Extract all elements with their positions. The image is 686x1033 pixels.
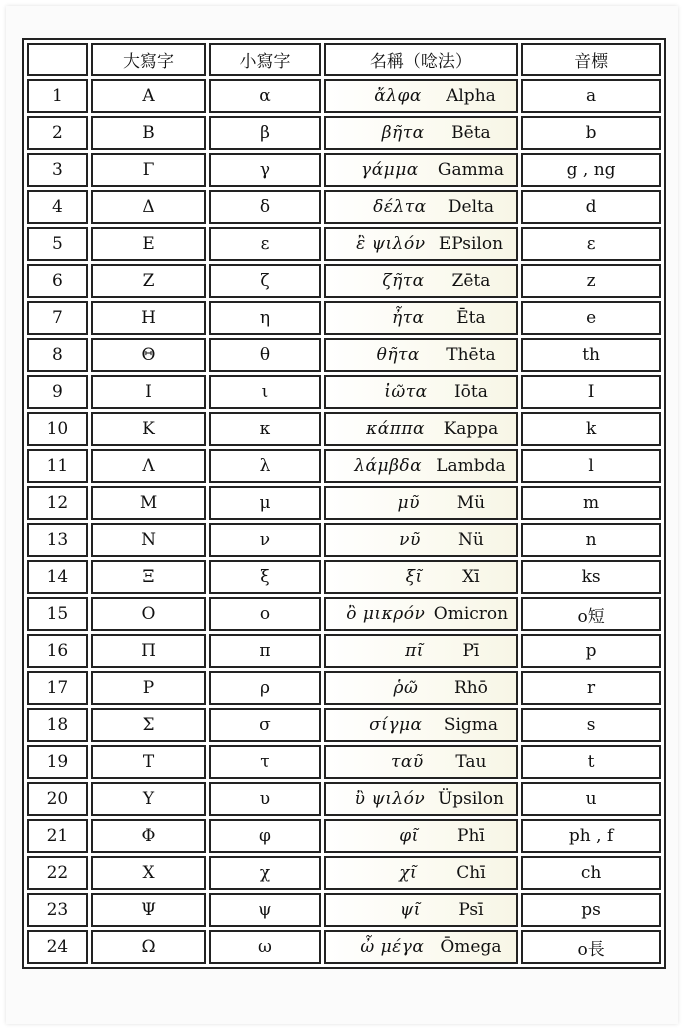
table-row — [27, 227, 661, 261]
uppercase-letter: Ψ — [91, 893, 206, 927]
letter-name — [324, 745, 519, 779]
table-row — [27, 449, 661, 483]
latin-name: Alpha — [446, 86, 496, 106]
row-number: 5 — [27, 227, 88, 261]
row-number: 18 — [27, 708, 88, 742]
uppercase-letter: Λ — [91, 449, 206, 483]
phonetic-sound: I — [521, 375, 661, 409]
lowercase-letter: θ — [209, 338, 320, 372]
uppercase-letter: Π — [91, 634, 206, 668]
lowercase-letter: τ — [209, 745, 320, 779]
table-row — [27, 523, 661, 557]
latin-name: EPsilon — [438, 234, 504, 254]
uppercase-letter: Φ — [91, 819, 206, 853]
latin-name: Zēta — [451, 271, 491, 291]
phonetic-sound: ph , f — [521, 819, 661, 853]
uppercase-letter: Ω — [91, 930, 206, 964]
letter-name — [324, 856, 519, 890]
greek-name: δέλτα — [373, 197, 427, 217]
header-uppercase: 大寫字 — [91, 43, 206, 76]
uppercase-letter: Μ — [91, 486, 206, 520]
table-row — [27, 338, 661, 372]
latin-name: Tau — [455, 752, 487, 772]
row-number: 9 — [27, 375, 88, 409]
table-row — [27, 79, 661, 113]
lowercase-letter: φ — [209, 819, 320, 853]
phonetic-sound: ps — [521, 893, 661, 927]
row-number: 14 — [27, 560, 88, 594]
letter-name — [324, 264, 519, 298]
phonetic-sound: ε — [521, 227, 661, 261]
letter-name — [324, 412, 519, 446]
letter-name — [324, 708, 519, 742]
header-number — [27, 43, 88, 76]
greek-name: ὦ μέγα — [360, 937, 425, 957]
uppercase-letter: Τ — [91, 745, 206, 779]
uppercase-letter: Ξ — [91, 560, 206, 594]
latin-name: Nü — [458, 530, 484, 550]
greek-name: ψῖ — [399, 900, 421, 920]
uppercase-letter: Α — [91, 79, 206, 113]
table-row — [27, 856, 661, 890]
lowercase-letter: χ — [209, 856, 320, 890]
letter-name — [324, 560, 519, 594]
latin-name: Psī — [458, 900, 484, 920]
row-number: 3 — [27, 153, 88, 187]
latin-name: Lambda — [436, 456, 506, 476]
latin-name: Thēta — [446, 345, 496, 365]
greek-name: ὂ μικρόν — [346, 604, 426, 624]
row-number: 24 — [27, 930, 88, 964]
phonetic-sound: l — [521, 449, 661, 483]
row-number: 20 — [27, 782, 88, 816]
latin-name: Bēta — [451, 123, 491, 143]
lowercase-letter: ρ — [209, 671, 320, 705]
phonetic-sound: ks — [521, 560, 661, 594]
table-row — [27, 153, 661, 187]
phonetic-sound: m — [521, 486, 661, 520]
table-row — [27, 930, 661, 964]
phonetic-sound: s — [521, 708, 661, 742]
greek-name: ὒ ψιλόν — [354, 789, 426, 809]
header-sound: 音標 — [521, 43, 661, 76]
greek-name: ἄλφα — [374, 86, 422, 106]
letter-name — [324, 486, 519, 520]
greek-name: λάμβδα — [354, 456, 423, 476]
greek-name: θῆτα — [376, 345, 420, 365]
letter-name — [324, 116, 519, 150]
uppercase-letter: Η — [91, 301, 206, 335]
phonetic-sound: o短 — [521, 597, 661, 631]
table-row — [27, 486, 661, 520]
greek-name: βῆτα — [381, 123, 425, 143]
greek-name: σίγμα — [369, 715, 423, 735]
table-row — [27, 597, 661, 631]
greek-name: γάμμα — [361, 160, 419, 180]
row-number: 4 — [27, 190, 88, 224]
table-body — [27, 79, 661, 964]
greek-name: κάππα — [366, 419, 426, 439]
greek-name: ἰῶτα — [384, 382, 428, 402]
table-row — [27, 560, 661, 594]
phonetic-sound: r — [521, 671, 661, 705]
table-row — [27, 412, 661, 446]
lowercase-letter: υ — [209, 782, 320, 816]
phonetic-sound: e — [521, 301, 661, 335]
lowercase-letter: α — [209, 79, 320, 113]
uppercase-letter: Κ — [91, 412, 206, 446]
header-lowercase: 小寫字 — [209, 43, 320, 76]
latin-name: Rhō — [453, 678, 488, 698]
phonetic-sound: o長 — [521, 930, 661, 964]
phonetic-sound: n — [521, 523, 661, 557]
letter-name — [324, 634, 519, 668]
lowercase-letter: π — [209, 634, 320, 668]
table-row — [27, 745, 661, 779]
greek-name: ἦτα — [391, 308, 425, 328]
uppercase-letter: Χ — [91, 856, 206, 890]
lowercase-letter: γ — [209, 153, 320, 187]
uppercase-letter: Β — [91, 116, 206, 150]
letter-name — [324, 227, 519, 261]
letter-name — [324, 153, 519, 187]
phonetic-sound: b — [521, 116, 661, 150]
phonetic-sound: t — [521, 745, 661, 779]
lowercase-letter: ν — [209, 523, 320, 557]
greek-name: ταῦ — [391, 752, 424, 772]
lowercase-letter: ζ — [209, 264, 320, 298]
row-number: 23 — [27, 893, 88, 927]
row-number: 8 — [27, 338, 88, 372]
latin-name: Üpsilon — [437, 789, 504, 809]
uppercase-letter: Ν — [91, 523, 206, 557]
row-number: 11 — [27, 449, 88, 483]
phonetic-sound: g , ng — [521, 153, 661, 187]
row-number: 16 — [27, 634, 88, 668]
row-number: 15 — [27, 597, 88, 631]
row-number: 6 — [27, 264, 88, 298]
letter-name — [324, 819, 519, 853]
uppercase-letter: Γ — [91, 153, 206, 187]
lowercase-letter: μ — [209, 486, 320, 520]
row-number: 1 — [27, 79, 88, 113]
table-row — [27, 375, 661, 409]
letter-name — [324, 301, 519, 335]
phonetic-sound: d — [521, 190, 661, 224]
row-number: 2 — [27, 116, 88, 150]
table-row — [27, 819, 661, 853]
lowercase-letter: ι — [209, 375, 320, 409]
uppercase-letter: Υ — [91, 782, 206, 816]
greek-name: ῥῶ — [393, 678, 419, 698]
table-row — [27, 782, 661, 816]
letter-name — [324, 375, 519, 409]
uppercase-letter: Σ — [91, 708, 206, 742]
lowercase-letter: σ — [209, 708, 320, 742]
table-row — [27, 301, 661, 335]
table-row — [27, 264, 661, 298]
lowercase-letter: ε — [209, 227, 320, 261]
lowercase-letter: ξ — [209, 560, 320, 594]
row-number: 21 — [27, 819, 88, 853]
header-name: 名稱（唸法） — [324, 43, 519, 76]
latin-name: Phī — [457, 826, 485, 846]
latin-name: Ēta — [456, 308, 486, 328]
table-row — [27, 190, 661, 224]
latin-name: Chī — [456, 863, 486, 883]
uppercase-letter: Ι — [91, 375, 206, 409]
phonetic-sound: z — [521, 264, 661, 298]
lowercase-letter: λ — [209, 449, 320, 483]
greek-name: ζῆτα — [382, 271, 425, 291]
lowercase-letter: β — [209, 116, 320, 150]
lowercase-letter: ω — [209, 930, 320, 964]
row-number: 13 — [27, 523, 88, 557]
greek-name: ξῖ — [405, 567, 423, 587]
uppercase-letter: Ρ — [91, 671, 206, 705]
letter-name — [324, 449, 519, 483]
letter-name — [324, 782, 519, 816]
greek-name: χῖ — [399, 863, 418, 883]
phonetic-sound: p — [521, 634, 661, 668]
latin-name: Iōta — [453, 382, 488, 402]
letter-name — [324, 338, 519, 372]
lowercase-letter: κ — [209, 412, 320, 446]
letter-name — [324, 79, 519, 113]
table-row — [27, 708, 661, 742]
letter-name — [324, 671, 519, 705]
latin-name: Delta — [447, 197, 494, 217]
phonetic-sound: k — [521, 412, 661, 446]
uppercase-letter: Θ — [91, 338, 206, 372]
uppercase-letter: Ο — [91, 597, 206, 631]
table-row — [27, 893, 661, 927]
latin-name: Mü — [456, 493, 486, 513]
greek-name: νῦ — [399, 530, 421, 550]
header-row — [27, 43, 661, 76]
greek-alphabet-table — [22, 38, 666, 969]
greek-name: μῦ — [397, 493, 420, 513]
greek-name: ἒ ψιλόν — [356, 234, 426, 254]
document-page — [6, 6, 678, 1024]
letter-name — [324, 190, 519, 224]
greek-name: φῖ — [399, 826, 419, 846]
table-row — [27, 116, 661, 150]
latin-name: Xī — [462, 567, 480, 587]
phonetic-sound: a — [521, 79, 661, 113]
latin-name: Pī — [462, 641, 480, 661]
latin-name: Ōmega — [440, 937, 502, 957]
table-row — [27, 671, 661, 705]
row-number: 12 — [27, 486, 88, 520]
latin-name: Sigma — [443, 715, 499, 735]
phonetic-sound: u — [521, 782, 661, 816]
letter-name — [324, 597, 519, 631]
uppercase-letter: Ε — [91, 227, 206, 261]
uppercase-letter: Ζ — [91, 264, 206, 298]
letter-name — [324, 930, 519, 964]
phonetic-sound: ch — [521, 856, 661, 890]
row-number: 10 — [27, 412, 88, 446]
lowercase-letter: ο — [209, 597, 320, 631]
uppercase-letter: Δ — [91, 190, 206, 224]
phonetic-sound: th — [521, 338, 661, 372]
table-row — [27, 634, 661, 668]
letter-name — [324, 893, 519, 927]
lowercase-letter: ψ — [209, 893, 320, 927]
latin-name: Kappa — [443, 419, 499, 439]
greek-name: πῖ — [405, 641, 424, 661]
row-number: 19 — [27, 745, 88, 779]
row-number: 22 — [27, 856, 88, 890]
row-number: 17 — [27, 671, 88, 705]
row-number: 7 — [27, 301, 88, 335]
lowercase-letter: δ — [209, 190, 320, 224]
latin-name: Omicron — [433, 604, 509, 624]
latin-name: Gamma — [437, 160, 504, 180]
letter-name — [324, 523, 519, 557]
lowercase-letter: η — [209, 301, 320, 335]
